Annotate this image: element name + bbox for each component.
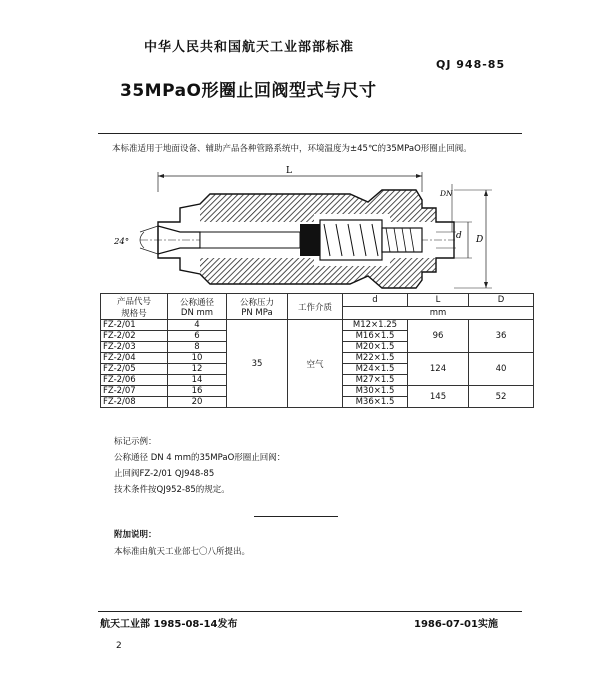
cell-code: FZ-2/06 <box>101 375 168 386</box>
cell-D: 52 <box>469 386 534 408</box>
cell-code: FZ-2/03 <box>101 342 168 353</box>
col-code-header <box>101 294 168 320</box>
col-code-bottom: 规格号 <box>121 308 147 319</box>
cell-d: M24×1.5 <box>343 364 408 375</box>
valve-section-drawing <box>100 162 500 292</box>
angle-label: 24° <box>114 237 130 247</box>
scope-paragraph: 本标准适用于地面设备、辅助产品各种管路系统中，环境温度为±45℃的35MPaO形圈止回阀。 <box>112 144 472 154</box>
cell-dn: 12 <box>168 364 227 375</box>
cell-medium: 空气 <box>288 320 343 408</box>
cell-dn: 20 <box>168 397 227 408</box>
marking-line-1: 公称通径 DN 4 mm的35MPaO形圈止回阀： <box>114 453 286 463</box>
cell-d: M20×1.5 <box>343 342 408 353</box>
col-d-header: d <box>343 294 408 307</box>
marking-line-3: 技术条件按QJ952-85的规定。 <box>114 485 230 495</box>
cell-D: 36 <box>469 320 534 353</box>
cell-d: M16×1.5 <box>343 331 408 342</box>
col-medium-header: 工作介质 <box>288 294 343 320</box>
cell-dn: 14 <box>168 375 227 386</box>
col-L-header: L <box>408 294 469 307</box>
top-rule <box>98 133 522 134</box>
cell-code: FZ-2/07 <box>101 386 168 397</box>
col-dn-top: 公称通径 <box>179 297 214 308</box>
dim-d-label: d <box>456 231 462 241</box>
cell-pressure: 35 <box>227 320 288 408</box>
col-dn-bottom: DN mm <box>180 307 214 318</box>
cell-D: 40 <box>469 353 534 386</box>
issuing-organization: 中华人民共和国航天工业部部标准 <box>144 40 355 55</box>
cell-d: M12×1.25 <box>343 320 408 331</box>
marking-line-2: 止回阀FZ-2/01 QJ948-85 <box>114 469 215 479</box>
cell-d: M27×1.5 <box>343 375 408 386</box>
marking-heading: 标记示例： <box>114 437 157 447</box>
cell-code: FZ-2/08 <box>101 397 168 408</box>
cell-code: FZ-2/05 <box>101 364 168 375</box>
section-divider <box>254 516 338 517</box>
cell-dn: 6 <box>168 331 227 342</box>
cell-dn: 16 <box>168 386 227 397</box>
col-pn-header <box>227 294 288 320</box>
col-pn-top: 公称压力 <box>239 297 274 308</box>
cell-L: 145 <box>408 386 469 408</box>
cell-L: 124 <box>408 353 469 386</box>
cell-d: M22×1.5 <box>343 353 408 364</box>
appendix-heading: 附加说明： <box>114 530 157 540</box>
bottom-rule <box>98 611 522 612</box>
page-number: 2 <box>116 641 122 651</box>
cell-L: 96 <box>408 320 469 353</box>
document-title: 35MPaO形圈止回阀型式与尺寸 <box>120 81 377 101</box>
cell-code: FZ-2/02 <box>101 331 168 342</box>
dimension-table <box>100 293 534 408</box>
appendix-text: 本标准由航天工业部七〇八所提出。 <box>114 547 251 557</box>
cell-d: M30×1.5 <box>343 386 408 397</box>
marking-example <box>114 434 285 498</box>
col-code-top: 产品代号 <box>116 296 151 307</box>
publish-date: 航天工业部 1985-08-14发布 <box>100 619 238 630</box>
col-pn-bottom: PN MPa <box>241 307 273 318</box>
col-dn-header <box>168 294 227 320</box>
dim-L-label: L <box>286 166 292 176</box>
standard-number: QJ 948-85 <box>436 58 506 71</box>
cell-d: M36×1.5 <box>343 397 408 408</box>
cell-dn: 10 <box>168 353 227 364</box>
table-row <box>101 320 534 331</box>
dim-D-label: D <box>476 235 484 245</box>
dim-DN-label: DN <box>440 189 453 198</box>
cell-dn: 8 <box>168 342 227 353</box>
cell-code: FZ-2/01 <box>101 320 168 331</box>
effective-date: 1986-07-01实施 <box>414 619 498 630</box>
unit-mm: mm <box>343 307 534 320</box>
col-D-header: D <box>469 294 534 307</box>
cell-code: FZ-2/04 <box>101 353 168 364</box>
cell-dn: 4 <box>168 320 227 331</box>
